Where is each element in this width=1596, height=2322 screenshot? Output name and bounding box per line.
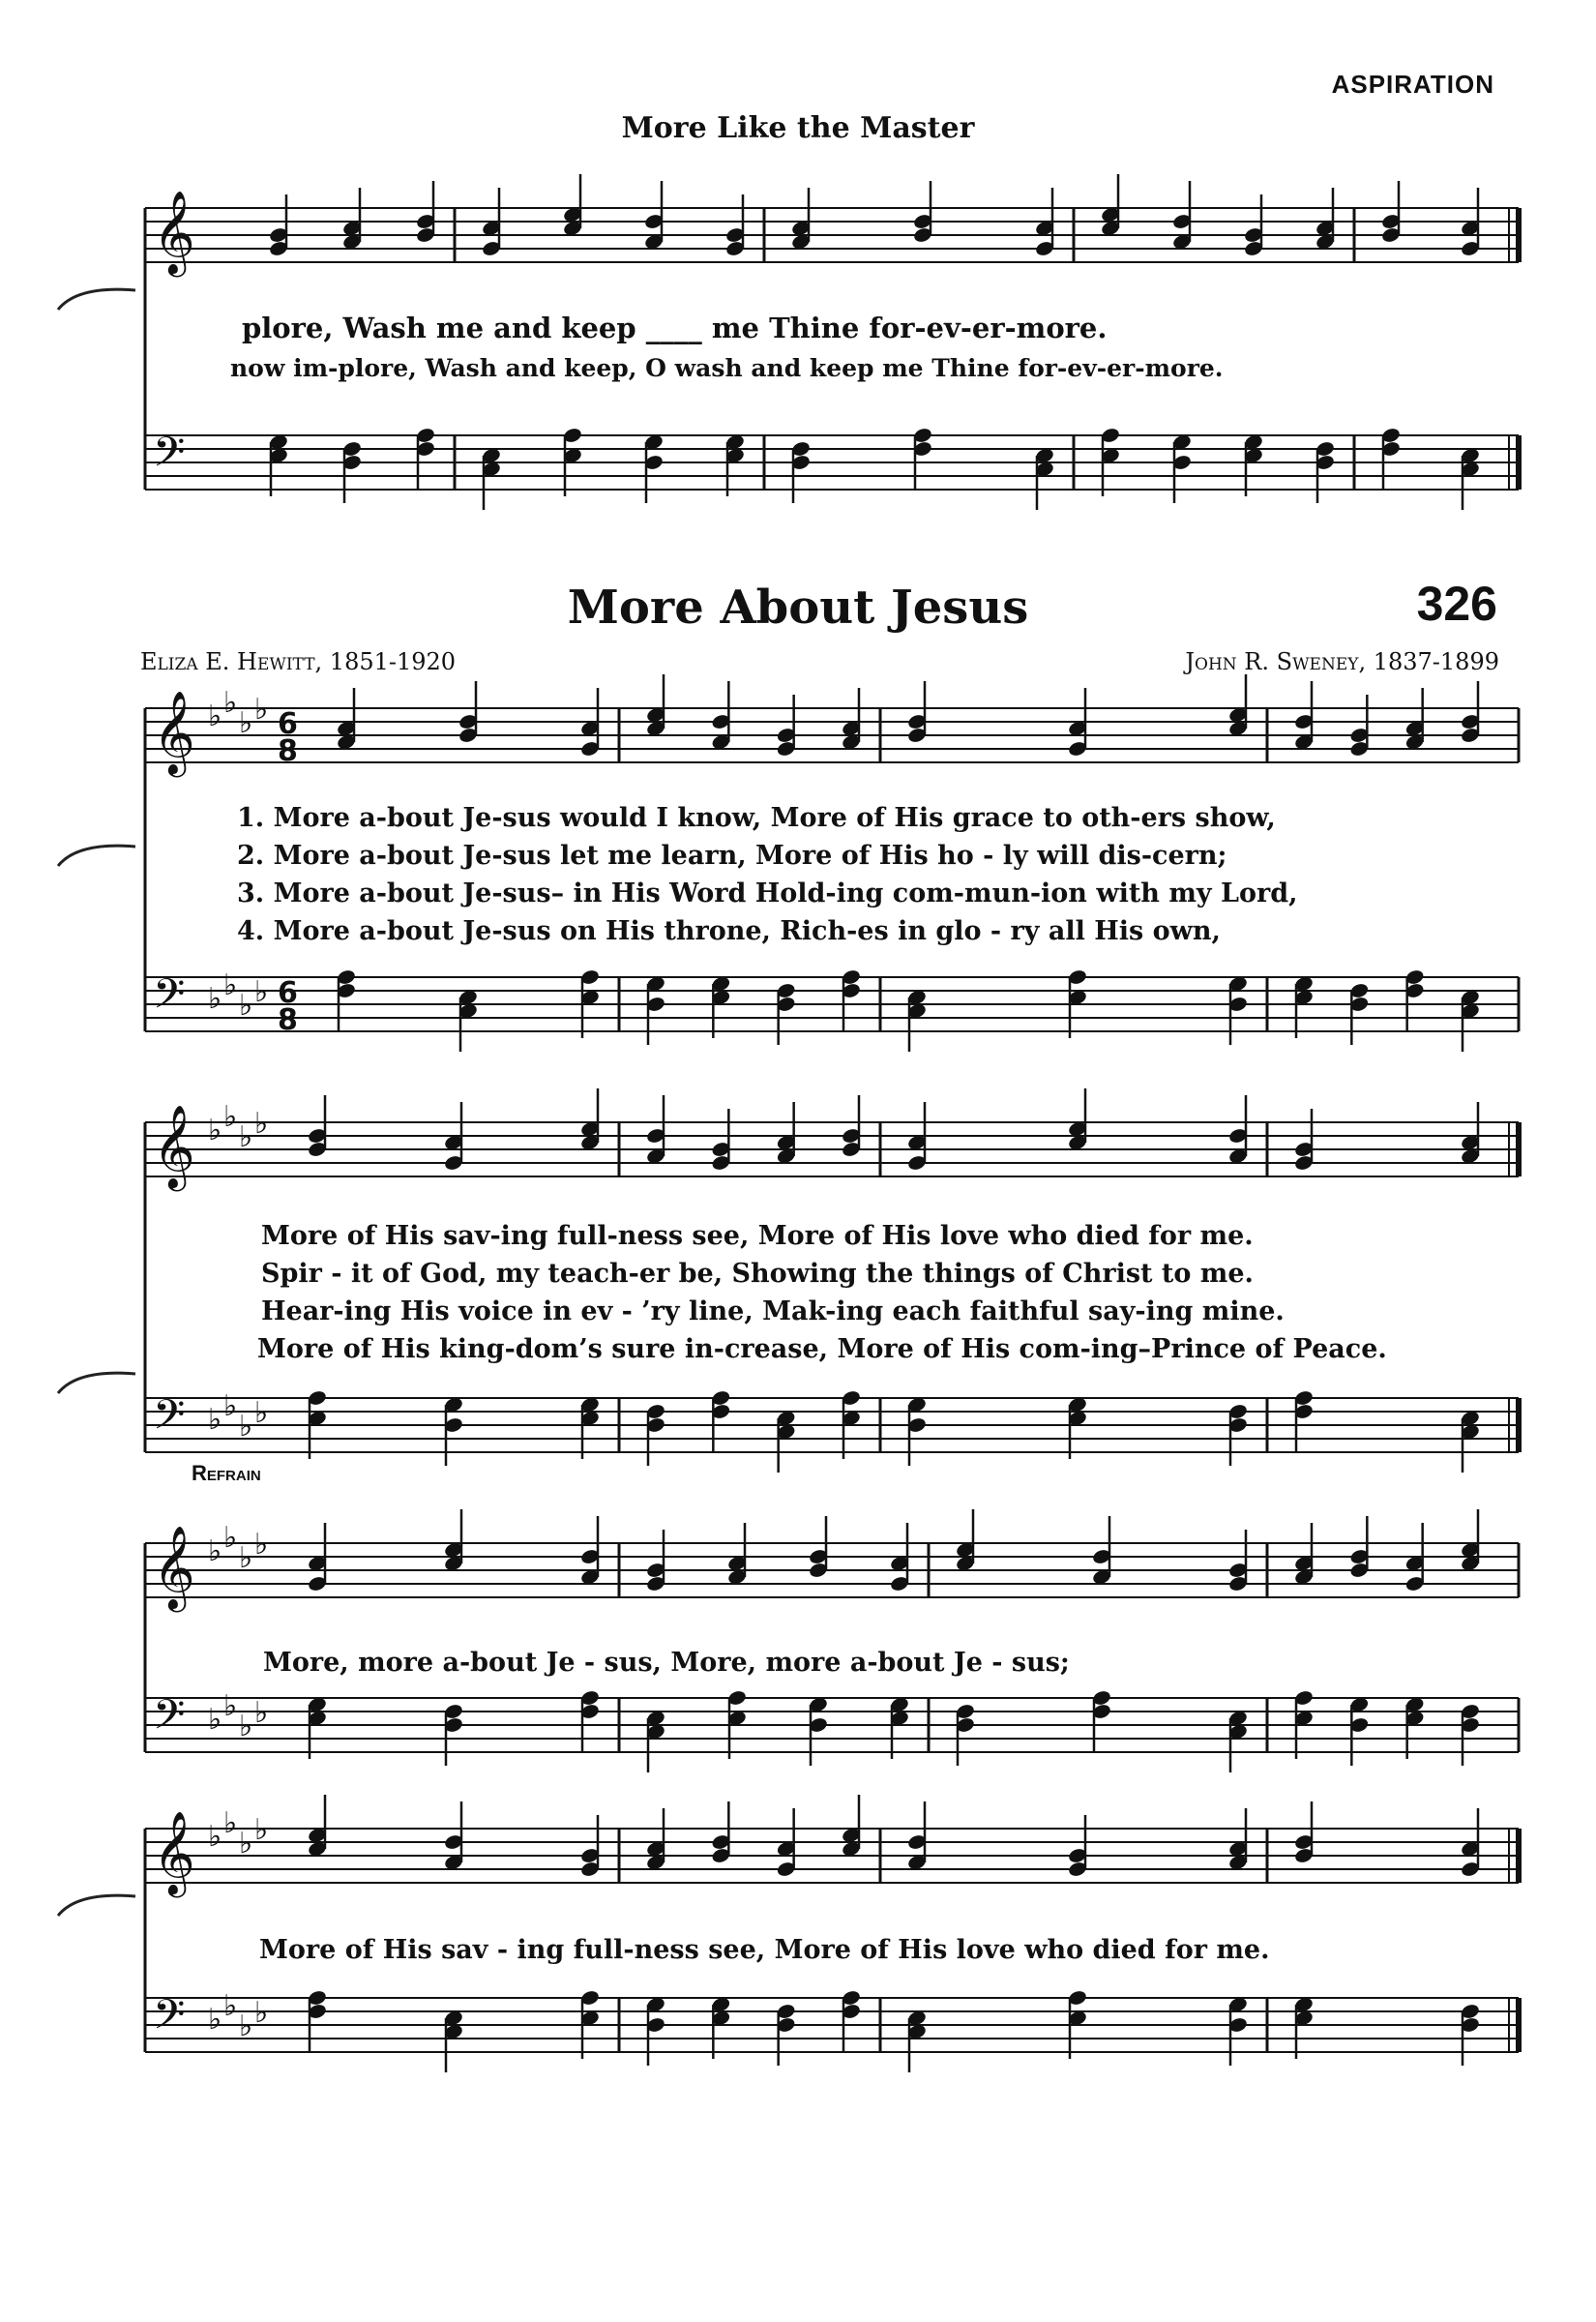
flat-icon: ♭ (208, 1114, 222, 1147)
flat-icon: ♭ (254, 975, 269, 1009)
verse-4-line-1: 4. More a-bout Je-sus on His throne, Rich-es in glo - ry all His own, (237, 916, 1221, 946)
treble-clef-icon: 𝄞 (153, 1811, 195, 1894)
flat-icon: ♭ (223, 1389, 238, 1423)
bass-clef-icon: 𝄢 (153, 1691, 186, 1749)
flat-icon: ♭ (223, 1521, 238, 1555)
flat-icon: ♭ (208, 1703, 222, 1737)
flat-icon: ♭ (239, 706, 253, 740)
flat-icon: ♭ (254, 1813, 269, 1847)
refrain-label: Refrain (192, 1461, 261, 1485)
treble-clef-icon: 𝄞 (153, 1526, 195, 1609)
flat-icon: ♭ (223, 1806, 238, 1840)
flat-icon: ♭ (254, 693, 269, 727)
flat-icon: ♭ (223, 1689, 238, 1723)
flat-icon: ♭ (239, 1710, 253, 1743)
hymn-title: More About Jesus (567, 580, 1029, 635)
flat-icon: ♭ (254, 1107, 269, 1141)
flat-icon: ♭ (223, 968, 238, 1002)
flat-icon: ♭ (208, 1403, 222, 1437)
time-signature-top: 6 (278, 707, 298, 741)
hymn-number: 326 (1416, 577, 1497, 631)
flat-icon: ♭ (254, 1696, 269, 1730)
verse-4-line-2: More of His king-dom’s sure in-crease, More of His com-ing–Prince of Peace. (257, 1334, 1387, 1364)
bass-clef-icon: 𝄢 (153, 429, 186, 487)
flat-icon: ♭ (239, 2009, 253, 2043)
margin-mark-icon (58, 289, 135, 310)
flat-icon: ♭ (208, 1534, 222, 1568)
flat-icon: ♭ (254, 1996, 269, 2030)
flat-icon: ♭ (208, 982, 222, 1016)
flat-icon: ♭ (239, 989, 253, 1023)
bass-clef-icon: 𝄢 (153, 970, 186, 1028)
composer-credit: John R. Sweney, 1837-1899 (1185, 648, 1499, 675)
previous-hymn-title: More Like the Master (621, 111, 975, 145)
verse-2-line-2: Spir - it of God, my teach-er be, Showing the things of Christ to me. (261, 1259, 1254, 1289)
refrain-line-1: More, more a-bout Je - sus, More, more a-bout Je - sus; (263, 1648, 1070, 1678)
flat-icon: ♭ (254, 1528, 269, 1562)
flat-icon: ♭ (239, 1541, 253, 1575)
flat-icon: ♭ (223, 1100, 238, 1134)
flat-icon: ♭ (223, 686, 238, 720)
treble-clef-icon: 𝄞 (153, 191, 195, 274)
margin-mark-icon (58, 846, 135, 866)
margin-mark-icon (58, 1895, 135, 1916)
verse-3-line-2: Hear-ing His voice in ev - ’ry line, Mak-ing each faithful say-ing mine. (261, 1296, 1285, 1326)
flat-icon: ♭ (254, 1396, 269, 1430)
flat-icon: ♭ (208, 700, 222, 733)
time-signature-top: 6 (278, 976, 298, 1010)
verse-3-line-1: 3. More a-bout Je-sus– in His Word Hold-ing com-mun-ion with my Lord, (237, 878, 1298, 908)
time-signature-bottom: 8 (278, 734, 298, 768)
treble-clef-icon: 𝄞 (153, 691, 195, 774)
author-credit: Eliza E. Hewitt, 1851-1920 (140, 648, 457, 675)
verse-2-line-1: 2. More a-bout Je-sus let me learn, More of His ho - ly will dis-cern; (237, 841, 1227, 871)
margin-mark-icon (58, 1373, 135, 1393)
flat-icon: ♭ (239, 1410, 253, 1444)
flat-icon: ♭ (208, 1820, 222, 1854)
section-label: ASPIRATION (1331, 70, 1494, 99)
treble-clef-icon: 𝄞 (153, 1105, 195, 1188)
flat-icon: ♭ (239, 1827, 253, 1861)
flat-icon: ♭ (208, 2003, 222, 2037)
verse-1-line-1: 1. More a-bout Je-sus would I know, More of His grace to oth-ers show, (237, 803, 1276, 833)
refrain-line-2: More of His sav - ing full-ness see, More of His love who died for me. (259, 1935, 1270, 1965)
prev-lyric-line-1: plore, Wash me and keep ____ me Thine for-ev-er-more. (242, 312, 1108, 344)
bass-clef-icon: 𝄢 (153, 1391, 186, 1449)
bass-clef-icon: 𝄢 (153, 1991, 186, 2049)
time-signature-bottom: 8 (278, 1003, 298, 1037)
flat-icon: ♭ (223, 1989, 238, 2023)
prev-lyric-line-2: now im-plore, Wash and keep, O wash and keep me Thine for-ev-er-more. (230, 354, 1224, 382)
flat-icon: ♭ (239, 1120, 253, 1154)
verse-1-line-2: More of His sav-ing full-ness see, More of His love who died for me. (261, 1221, 1254, 1251)
